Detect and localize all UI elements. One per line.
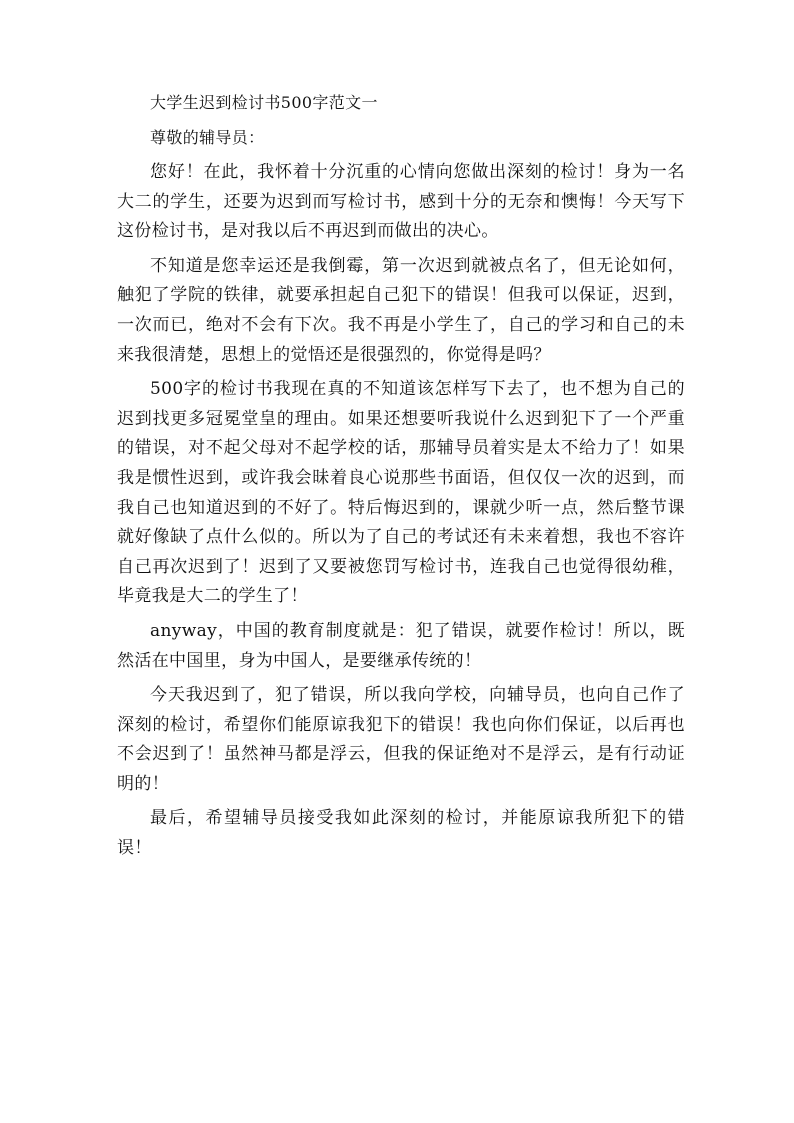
paragraph-1: 您好！在此，我怀着十分沉重的心情向您做出深刻的检讨！身为一名大二的学生，还要为迟到而写检讨书，感到十分的无奈和懊悔！今天写下这份检讨书，是对我以后不再迟到而做出的决心。: [117, 162, 685, 242]
document-page: [117, 88, 685, 869]
paragraph-5: 今天我迟到了，犯了错误，所以我向学校，向辅导员，也向自己作了深刻的检讨，希望你们能原谅我犯下的错误！我也向你们保证，以后再也不会迟到了！虽然神马都是浮云，但我的保证绝对不是浮云，是有行动证明的！: [117, 685, 685, 794]
salutation: 尊敬的辅导员：: [150, 128, 265, 147]
paragraph-3: 500字的检讨书我现在真的不知道该怎样写下去了，也不想为自己的迟到找更多冠冕堂皇的理由。如果还想要听我说什么迟到犯下了一个严重的错误，对不起父母对不起学校的话，那辅导员着实是太不给力了！如果我是惯性迟到，或许我会昧着良心说那些书面语，但仅仅一次的迟到，而我自己也知道迟到的不好了。特后悔迟到的，课就少听一点，然后整节课就好像缺了点什么似的。所以为了自己的考试还有未来着想，我也不容许自己再次迟到了！迟到了又要被您罚写检讨书，连我自己也觉得很幼稚，毕竟我是大二的学生了！: [117, 379, 685, 607]
document-title: 大学生迟到检讨书500字范文一: [150, 93, 378, 112]
paragraph-6: 最后，希望辅导员接受我如此深刻的检讨，并能原谅我所犯下的错误！: [117, 808, 685, 859]
paragraph-4: anyway，中国的教育制度就是：犯了错误，就要作检讨！所以，既然活在中国里，身为中国人，是要继承传统的！: [117, 620, 685, 671]
paragraph-2: 不知道是您幸运还是我倒霉，第一次迟到就被点名了，但无论如何，触犯了学院的铁律，就要承担起自己犯下的错误！但我可以保证，迟到，一次而已，绝对不会有下次。我不再是小学生了，自己的学习和自己的未来我很清楚，思想上的觉悟还是很强烈的，你觉得是吗？: [117, 255, 685, 365]
